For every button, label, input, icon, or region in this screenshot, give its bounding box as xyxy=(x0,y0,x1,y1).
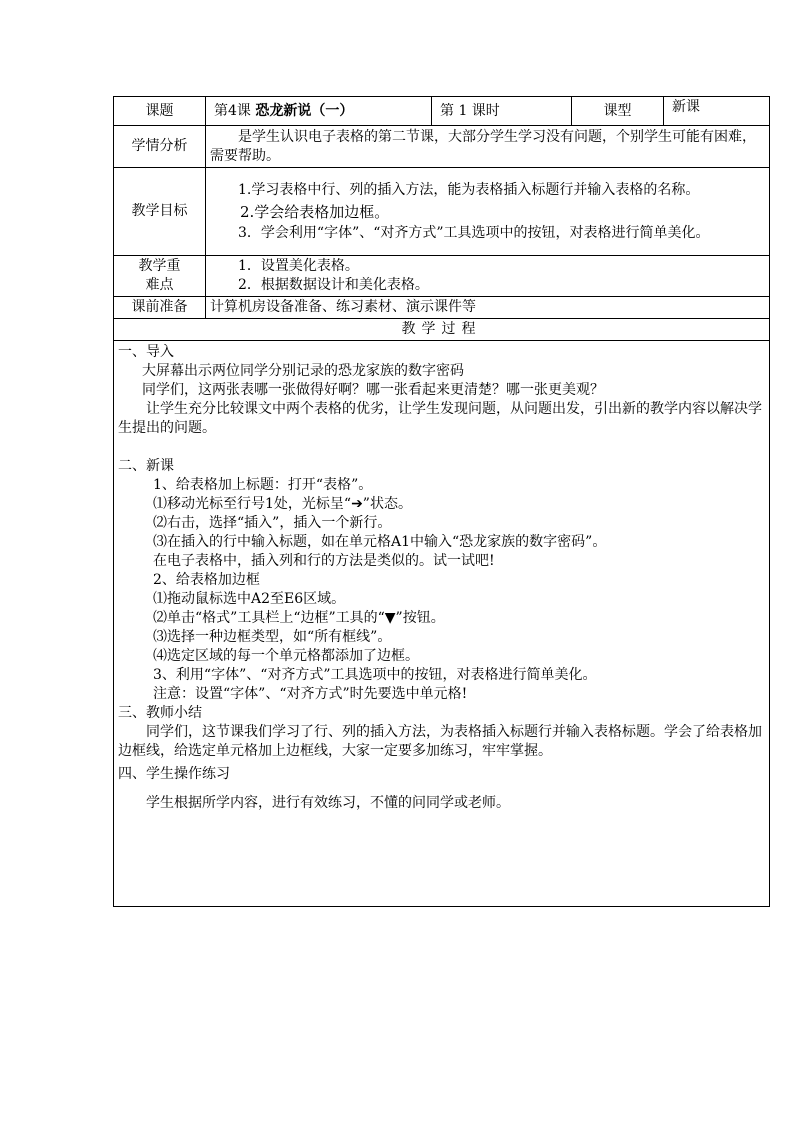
goals-row xyxy=(114,168,770,256)
analysis-label: 学情分析 xyxy=(114,126,206,168)
key-points-row xyxy=(114,256,770,297)
lesson-title-cell xyxy=(206,97,432,126)
step-1-note: 在电子表格中，插入列和行的方法是类似的。试一试吧! xyxy=(153,553,495,569)
header-row xyxy=(114,97,770,126)
prep-row xyxy=(114,297,770,319)
intro-p3: 让学生充分比较课文中两个表格的优劣，让学生发现问题，从问题出发，引出新的教学内容以解决学生提出的问题。 xyxy=(118,401,762,436)
step-3: 3、利用“字体”、“对齐方式”工具选项中的按钮，对表格进行简单美化。 xyxy=(153,667,597,683)
step-1-sub-1: ⑴移动光标至行号1处，光标呈“➔”状态。 xyxy=(153,496,412,512)
goal-item-2: 2.学会给表格加边框。 xyxy=(240,202,390,221)
goal-item-1: 1.学习表格中行、列的插入方法，能为表格插入标题行并输入表格的名称。 xyxy=(238,181,700,198)
intro-title: 一、导入 xyxy=(118,344,174,360)
type-label: 课型 xyxy=(572,97,664,126)
goals-label: 教学目标 xyxy=(114,168,206,256)
spacer xyxy=(118,438,765,457)
key-points-label-line2: 难点 xyxy=(145,277,174,293)
step-1-sub-3: ⑶在插入的行中输入标题，如在单元格A1中输入“恐龙家族的数字密码”。 xyxy=(153,534,607,550)
prep-text: 计算机房设备准备、练习素材、演示课件等 xyxy=(206,297,770,319)
intro-p2: 同学们，这两张表哪一张做得好啊？哪一张看起来更清楚？哪一张更美观？ xyxy=(142,382,604,398)
new-lesson-title: 二、新课 xyxy=(118,458,174,474)
analysis-cell xyxy=(206,126,770,168)
summary-text: 同学们，这节课我们学习了行、列的插入方法，为表格插入标题行并输入表格标题。学会了给表格加边框线，给选定单元格加上边框线，大家一定要多加练习，牢牢掌握。 xyxy=(118,724,762,759)
key-points-label xyxy=(114,256,206,297)
lesson-prefix: 第4课 xyxy=(214,102,251,119)
key-point-item-2: 2．根据数据设计和美化表格。 xyxy=(238,277,429,293)
step-3-note: 注意：设置“字体”、“对齐方式”时先要选中单元格! xyxy=(153,686,468,702)
step-2-sub-1: ⑴拖动鼠标选中A2至E6区域。 xyxy=(153,591,346,607)
practice-text: 学生根据所学内容，进行有效练习，不懂的问同学或老师。 xyxy=(146,795,510,811)
step-2-sub-2: ⑵单击“格式”工具栏上“边框”工具的“▼”按钮。 xyxy=(153,610,445,626)
practice-title: 四、学生操作练习 xyxy=(118,766,230,782)
lesson-plan-table xyxy=(113,96,770,907)
key-point-item-1: 1．设置美化表格。 xyxy=(238,258,359,274)
step-1-sub-2: ⑵右击，选择“插入”，插入一个新行。 xyxy=(153,515,392,531)
step-1: 1、给表格加上标题：打开“表格”。 xyxy=(153,477,373,493)
goal-item-3: 3．学会利用“字体”、“对齐方式”工具选项中的按钮，对表格进行简单美化。 xyxy=(238,224,710,241)
goals-cell xyxy=(206,168,770,256)
summary-title: 三、教师小结 xyxy=(118,705,202,721)
step-2: 2、给表格加边框 xyxy=(153,572,260,588)
key-points-cell xyxy=(206,256,770,297)
process-heading-row xyxy=(114,319,770,341)
key-points-label-line1: 教学重 xyxy=(138,258,181,274)
process-body-row xyxy=(114,341,770,907)
process-body xyxy=(114,341,770,907)
type-value: 新课 xyxy=(664,97,770,126)
process-heading: 教学过程 xyxy=(114,319,770,341)
prep-label: 课前准备 xyxy=(114,297,206,319)
step-2-sub-4: ⑷选定区域的每一个单元格都添加了边框。 xyxy=(153,648,419,664)
analysis-row xyxy=(114,126,770,168)
step-2-sub-3: ⑶选择一种边框类型，如“所有框线”。 xyxy=(153,629,392,645)
lesson-hours: 第 1 课时 xyxy=(432,97,572,126)
intro-p1: 大屏幕出示两位同学分别记录的恐龙家族的数字密码 xyxy=(142,363,464,379)
subject-label: 课题 xyxy=(114,97,206,126)
analysis-text: 是学生认识电子表格的第二节课，大部分学生学习没有问题，个别学生可能有困难，需要帮助。 xyxy=(210,128,756,164)
lesson-title: 恐龙新说（一） xyxy=(255,102,354,119)
